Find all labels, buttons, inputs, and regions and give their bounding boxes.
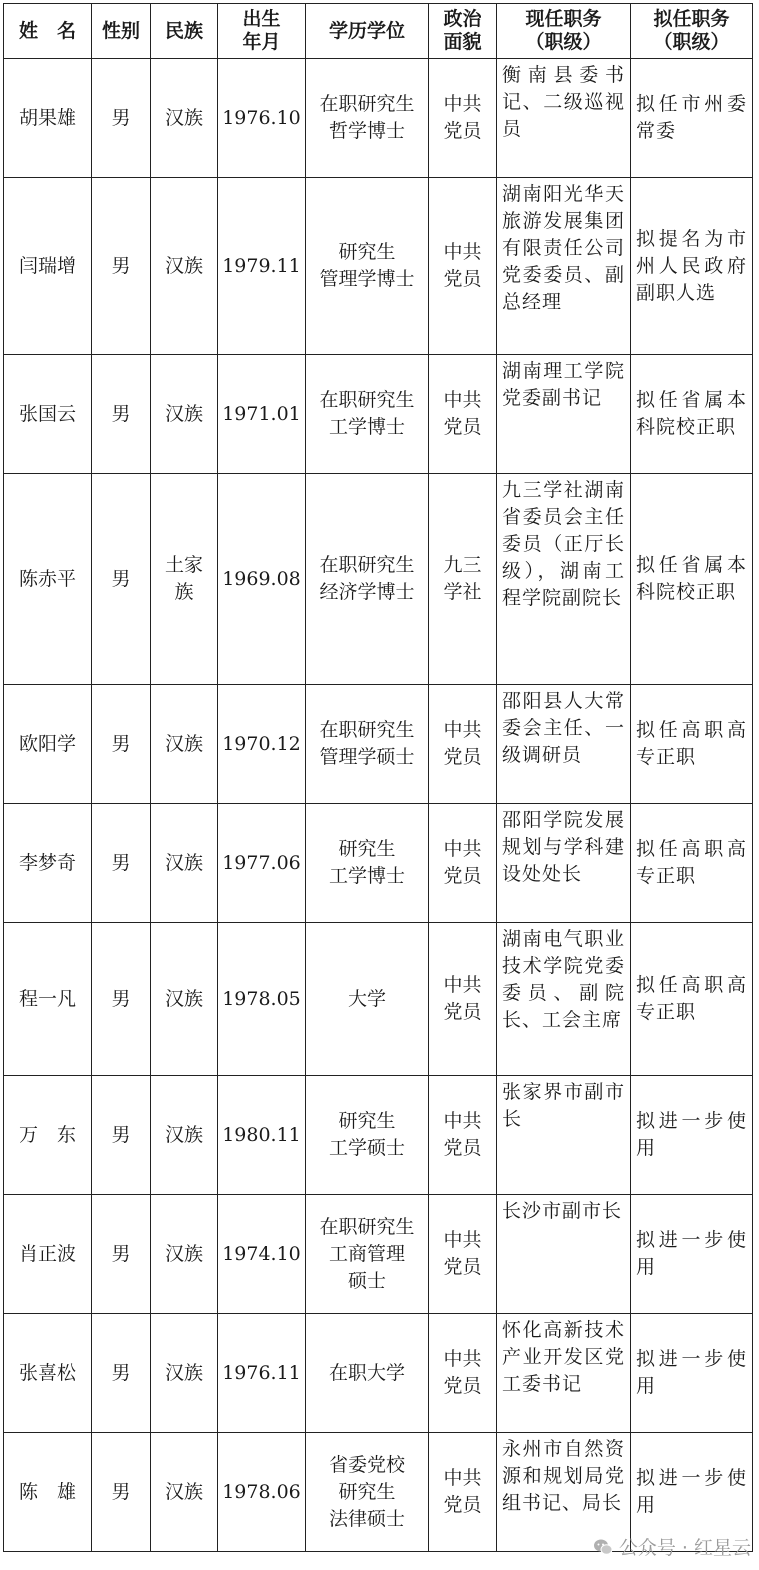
- cell-education: 大学: [306, 923, 429, 1076]
- watermark-text: 公众号 · 红星云: [618, 1537, 751, 1559]
- cell-current: 怀化高新技术产业开发区党工委书记: [497, 1314, 631, 1433]
- cell-proposed: 拟进一步使用: [631, 1314, 753, 1433]
- cell-education: 研究生 管理学博士: [306, 178, 429, 355]
- table-row: [4, 355, 753, 474]
- cell-name: 李梦奇: [4, 804, 92, 923]
- cell-education: 在职研究生 工学博士: [306, 355, 429, 474]
- cell-party: 中共 党员: [429, 923, 497, 1076]
- table-row: [4, 923, 753, 1076]
- cell-current: 衡南县委书记、二级巡视员: [497, 59, 631, 178]
- cell-gender: 男: [92, 685, 151, 804]
- table-row: [4, 178, 753, 355]
- cell-name: 陈 雄: [4, 1433, 92, 1552]
- cell-birth: 1976.10: [218, 59, 306, 178]
- cell-education: 在职研究生 工商管理 硕士: [306, 1195, 429, 1314]
- table-row: [4, 1195, 753, 1314]
- cell-current: 湖南理工学院党委副书记: [497, 355, 631, 474]
- watermark: [593, 1533, 751, 1560]
- cell-current: 湖南阳光华天旅游发展集团有限责任公司党委委员、副总经理: [497, 178, 631, 355]
- candidate-table: [3, 3, 753, 1552]
- cell-party: 中共 党员: [429, 178, 497, 355]
- header-party: 政治 面貌: [429, 4, 497, 59]
- table-row: [4, 474, 753, 685]
- cell-birth: 1978.06: [218, 1433, 306, 1552]
- cell-birth: 1969.08: [218, 474, 306, 685]
- cell-ethnicity: 汉族: [151, 804, 218, 923]
- wechat-official-account-icon: [593, 1538, 613, 1556]
- table-row: [4, 804, 753, 923]
- cell-gender: 男: [92, 804, 151, 923]
- cell-birth: 1976.11: [218, 1314, 306, 1433]
- cell-ethnicity: 汉族: [151, 685, 218, 804]
- cell-name: 欧阳学: [4, 685, 92, 804]
- cell-name: 肖正波: [4, 1195, 92, 1314]
- table-row: [4, 59, 753, 178]
- header-row: [4, 4, 753, 59]
- cell-name: 程一凡: [4, 923, 92, 1076]
- cell-proposed: 拟提名为市州人民政府副职人选: [631, 178, 753, 355]
- cell-education: 在职大学: [306, 1314, 429, 1433]
- cell-proposed: 拟任高职高专正职: [631, 804, 753, 923]
- cell-education: 在职研究生 管理学硕士: [306, 685, 429, 804]
- cell-name: 张国云: [4, 355, 92, 474]
- cell-current: 邵阳县人大常委会主任、一级调研员: [497, 685, 631, 804]
- cell-proposed: 拟任高职高专正职: [631, 685, 753, 804]
- cell-name: 张喜松: [4, 1314, 92, 1433]
- cell-gender: 男: [92, 178, 151, 355]
- cell-ethnicity: 汉族: [151, 355, 218, 474]
- cell-proposed: 拟进一步使用: [631, 1433, 753, 1552]
- cell-ethnicity: 汉族: [151, 1076, 218, 1195]
- cell-education: 省委党校 研究生 法律硕士: [306, 1433, 429, 1552]
- cell-party: 中共 党员: [429, 685, 497, 804]
- cell-current: 永州市自然资源和规划局党组书记、局长: [497, 1433, 631, 1552]
- cell-gender: 男: [92, 1433, 151, 1552]
- cell-birth: 1978.05: [218, 923, 306, 1076]
- cell-birth: 1977.06: [218, 804, 306, 923]
- cell-birth: 1979.11: [218, 178, 306, 355]
- cell-gender: 男: [92, 1314, 151, 1433]
- cell-name: 胡果雄: [4, 59, 92, 178]
- table-row: [4, 1076, 753, 1195]
- table-row: [4, 685, 753, 804]
- table-row: [4, 1314, 753, 1433]
- cell-proposed: 拟任省属本科院校正职: [631, 474, 753, 685]
- cell-party: 中共 党员: [429, 1195, 497, 1314]
- cell-gender: 男: [92, 1195, 151, 1314]
- cell-party: 中共 党员: [429, 1314, 497, 1433]
- header-education: 学历学位: [306, 4, 429, 59]
- cell-birth: 1974.10: [218, 1195, 306, 1314]
- header-proposed-post: 拟任职务 （职级）: [631, 4, 753, 59]
- cell-party: 中共 党员: [429, 59, 497, 178]
- cell-name: 陈赤平: [4, 474, 92, 685]
- header-current-post: 现任职务 （职级）: [497, 4, 631, 59]
- cell-education: 在职研究生 经济学博士: [306, 474, 429, 685]
- cell-party: 九三 学社: [429, 474, 497, 685]
- cell-gender: 男: [92, 923, 151, 1076]
- cell-current: 邵阳学院发展规划与学科建设处处长: [497, 804, 631, 923]
- cell-name: 闫瑞增: [4, 178, 92, 355]
- header-gender: 性别: [92, 4, 151, 59]
- cell-proposed: 拟任市州委常委: [631, 59, 753, 178]
- cell-party: 中共 党员: [429, 804, 497, 923]
- cell-ethnicity: 汉族: [151, 1314, 218, 1433]
- cell-name: 万 东: [4, 1076, 92, 1195]
- cell-gender: 男: [92, 59, 151, 178]
- cell-ethnicity: 汉族: [151, 178, 218, 355]
- cell-gender: 男: [92, 355, 151, 474]
- cell-gender: 男: [92, 1076, 151, 1195]
- cell-birth: 1970.12: [218, 685, 306, 804]
- cell-party: 中共 党员: [429, 1433, 497, 1552]
- cell-proposed: 拟任高职高专正职: [631, 923, 753, 1076]
- cell-party: 中共 党员: [429, 1076, 497, 1195]
- cell-ethnicity: 汉族: [151, 1195, 218, 1314]
- cell-party: 中共 党员: [429, 355, 497, 474]
- cell-current: 湖南电气职业技术学院党委委员、副院长、工会主席: [497, 923, 631, 1076]
- cell-current: 九三学社湖南省委员会主任委员（正厅长级），湖南工程学院副院长: [497, 474, 631, 685]
- cell-ethnicity: 汉族: [151, 923, 218, 1076]
- cell-current: 长沙市副市长: [497, 1195, 631, 1314]
- header-ethnicity: 民族: [151, 4, 218, 59]
- cell-proposed: 拟任省属本科院校正职: [631, 355, 753, 474]
- cell-birth: 1980.11: [218, 1076, 306, 1195]
- cell-education: 在职研究生 哲学博士: [306, 59, 429, 178]
- cell-ethnicity: 汉族: [151, 59, 218, 178]
- cell-proposed: 拟进一步使用: [631, 1076, 753, 1195]
- cell-ethnicity: 汉族: [151, 1433, 218, 1552]
- header-birth: 出生 年月: [218, 4, 306, 59]
- cell-current: 张家界市副市长: [497, 1076, 631, 1195]
- cell-education: 研究生 工学硕士: [306, 1076, 429, 1195]
- cell-gender: 男: [92, 474, 151, 685]
- cell-proposed: 拟进一步使用: [631, 1195, 753, 1314]
- header-name: 姓 名: [4, 4, 92, 59]
- cell-birth: 1971.01: [218, 355, 306, 474]
- cell-education: 研究生 工学博士: [306, 804, 429, 923]
- cell-ethnicity: 土家 族: [151, 474, 218, 685]
